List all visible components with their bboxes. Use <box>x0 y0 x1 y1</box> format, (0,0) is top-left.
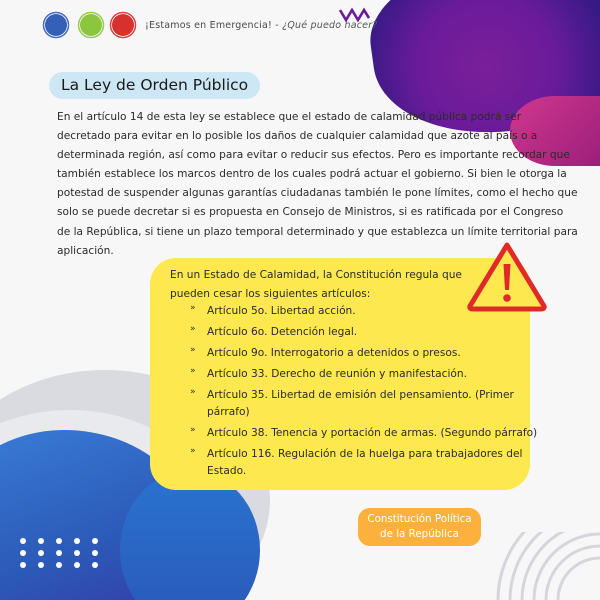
header-title: ¡Estamos en Emergencia! - ¿Qué puedo hacer? <box>145 20 378 31</box>
bullet: » <box>190 387 196 397</box>
header-subtitle: ¿Qué puedo hacer? <box>282 20 378 31</box>
paragraph-line: potestad de suspender algunas garantías ciudadanas también le pone límites, como el hecho que <box>57 187 578 200</box>
list-item: » Artículo 9o. Interrogatorio a detenidos o presos. <box>190 345 461 359</box>
articles-intro: En un Estado de Calamidad, la Constitución regula que pueden cesar los siguientes artículos: <box>170 269 462 300</box>
decorative-arcs <box>488 532 600 600</box>
body-paragraph <box>57 108 578 261</box>
page-title: La Ley de Orden Público <box>49 72 260 99</box>
bullet: » <box>190 366 196 376</box>
paragraph-line: solo se puede decretar si es propuesta en Consejo de Ministros, si es ratificada por el Congreso <box>57 206 564 219</box>
list-item: » Artículo 5o. Libertad acción. <box>190 303 356 317</box>
paragraph-line: determinada región, así como para evitar o reducir sus efectos. Pero es importante recordar que <box>57 149 570 162</box>
bullet: » <box>190 345 196 355</box>
list-item: » Artículo 38. Tenencia y portación de armas. (Segundo párrafo) <box>190 425 538 439</box>
decorative-zigzag <box>338 6 370 26</box>
bullet: » <box>190 425 196 435</box>
paragraph-line: decretado para evitar en lo posible los daños de cualquier calamidad que azote al país o a <box>57 130 538 143</box>
paragraph-line: En el artículo 14 de esta ley se establece que el estado de calamidad pública podrá ser <box>57 111 522 123</box>
warning-icon <box>466 240 548 312</box>
virus-icon <box>80 14 102 36</box>
decorative-dot-grid <box>20 538 104 568</box>
bullet: » <box>190 324 196 334</box>
virus-icon <box>112 14 134 36</box>
paragraph-line: también establece los marcos dentro de los cuales podrá actuar el gobierno. Si bien le otorga la <box>57 168 567 181</box>
list-item: » Artículo 6o. Detención legal. <box>190 324 358 338</box>
paragraph-line: de la República, si tiene un plazo temporal determinado y que establezca un límite territorial para <box>57 225 578 238</box>
list-item: » Artículo 33. Derecho de reunión y manifestación. <box>190 366 467 380</box>
virus-icon <box>45 14 67 36</box>
constitution-badge: Constitución Política de la República <box>358 508 481 546</box>
paragraph-line: aplicación. <box>57 244 114 257</box>
articles-list <box>190 303 537 484</box>
bullet: » <box>190 303 196 313</box>
bullet: » <box>190 446 196 456</box>
list-item: » Artículo 35. Libertad de emisión del pensamiento. (Primer párrafo) <box>190 387 514 418</box>
list-item: » Artículo 116. Regulación de la huelga para trabajadores del Estado. <box>190 446 523 477</box>
